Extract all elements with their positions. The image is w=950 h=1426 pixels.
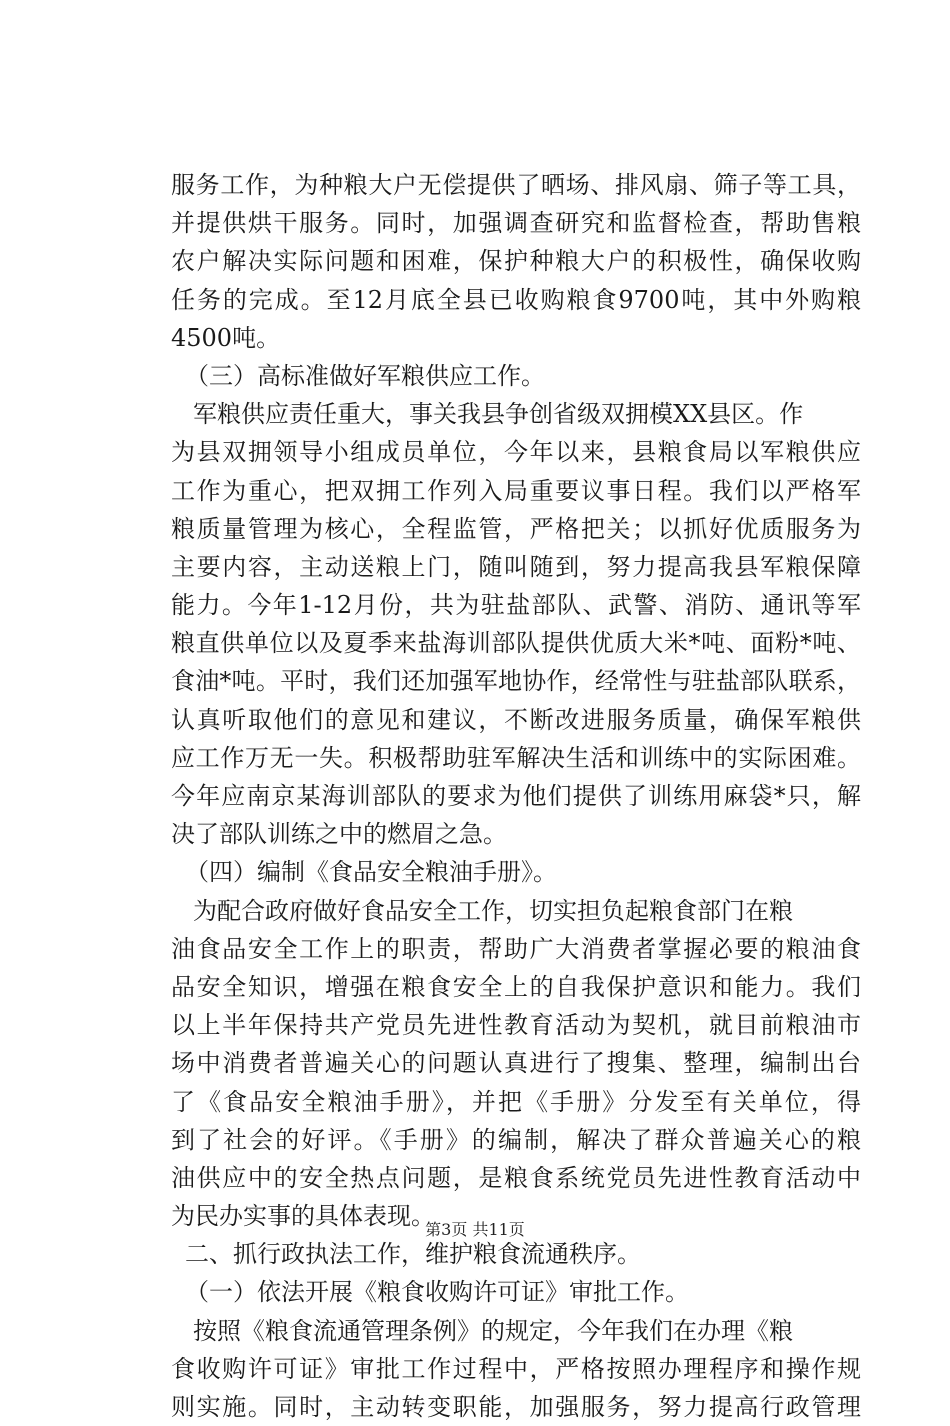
text-line: （三）高标准做好军粮供应工作。 [185,361,545,390]
text-line: 到了社会的好评。《手册》的编制，解决了群众普遍关心的粮 [171,1125,861,1154]
text-line: （四）编制《食品安全粮油手册》。 [185,858,557,887]
text-line: 为民办实事的具体表现。 [171,1202,435,1231]
text-line: 应工作万无一失。积极帮助驻军解决生活和训练中的实际困难。 [171,743,861,772]
text-line: 品安全知识，增强在粮食安全上的自我保护意识和能力。我们 [171,972,861,1001]
text-line: 食油*吨。平时，我们还加强军地协作，经常性与驻盐部队联系， [171,667,861,696]
text-line: 今年应南京某海训部队的要求为他们提供了训练用麻袋*只，解 [171,782,861,810]
text-line: 油供应中的安全热点问题，是粮食系统党员先进性教育活动中 [171,1163,861,1192]
text-line: 任务的完成。至12月底全县已收购粮食9700吨，其中外购粮 [171,285,861,314]
text-line: 并提供烘干服务。同时，加强调查研究和监督检查，帮助售粮 [171,209,861,238]
text-line: 食收购许可证》审批工作过程中，严格按照办理程序和操作规 [171,1354,861,1383]
text-line: 4500吨。 [171,323,281,352]
text-line: 认真听取他们的意见和建议，不断改进服务质量，确保军粮供 [171,705,861,734]
text-line: 能力。今年1-12月份，共为驻盐部队、武警、消防、通讯等军 [171,591,861,620]
text-line: 以上半年保持共产党员先进性教育活动为契机，就目前粮油市 [171,1011,861,1040]
text-line: 工作为重心，把双拥工作列入局重要议事日程。我们以严格军 [171,476,861,505]
text-line: 油食品安全工作上的职责，帮助广大消费者掌握必要的粮油食 [171,934,861,963]
page-footer: 第3页 共11页 [425,1220,525,1239]
text-line: 主要内容，主动送粮上门，随叫随到，努力提高我县军粮保障 [171,552,861,581]
text-line: （一）依法开展《粮食收购许可证》审批工作。 [185,1278,689,1307]
text-line: 为县双拥领导小组成员单位，今年以来，县粮食局以军粮供应 [171,438,861,467]
text-line: 二、抓行政执法工作，维护粮食流通秩序。 [185,1240,641,1269]
text-line: 服务工作，为种粮大户无偿提供了晒场、排风扇、筛子等工具， [171,171,861,199]
text-line: 军粮供应责任重大，事关我县争创省级双拥模XX县区。作 [193,400,804,429]
text-line: 则实施。同时，主动转变职能，加强服务，努力提高行政管理 [171,1393,861,1421]
text-line: 粮直供单位以及夏季来盐海训部队提供优质大米*吨、面粉*吨、 [171,629,861,658]
text-line: 粮质量管理为核心，全程监管，严格把关；以抓好优质服务为 [171,514,861,543]
text-line: 为配合政府做好食品安全工作，切实担负起粮食部门在粮 [193,896,793,925]
text-line: 决了部队训练之中的燃眉之急。 [171,820,507,849]
text-line: 农户解决实际问题和困难，保护种粮大户的积极性，确保收购 [171,247,861,276]
text-line: 按照《粮食流通管理条例》的规定，今年我们在办理《粮 [193,1316,793,1345]
text-line: 了《食品安全粮油手册》，并把《手册》分发至有关单位，得 [171,1087,861,1116]
text-line: 场中消费者普遍关心的问题认真进行了搜集、整理，编制出台 [171,1049,861,1078]
